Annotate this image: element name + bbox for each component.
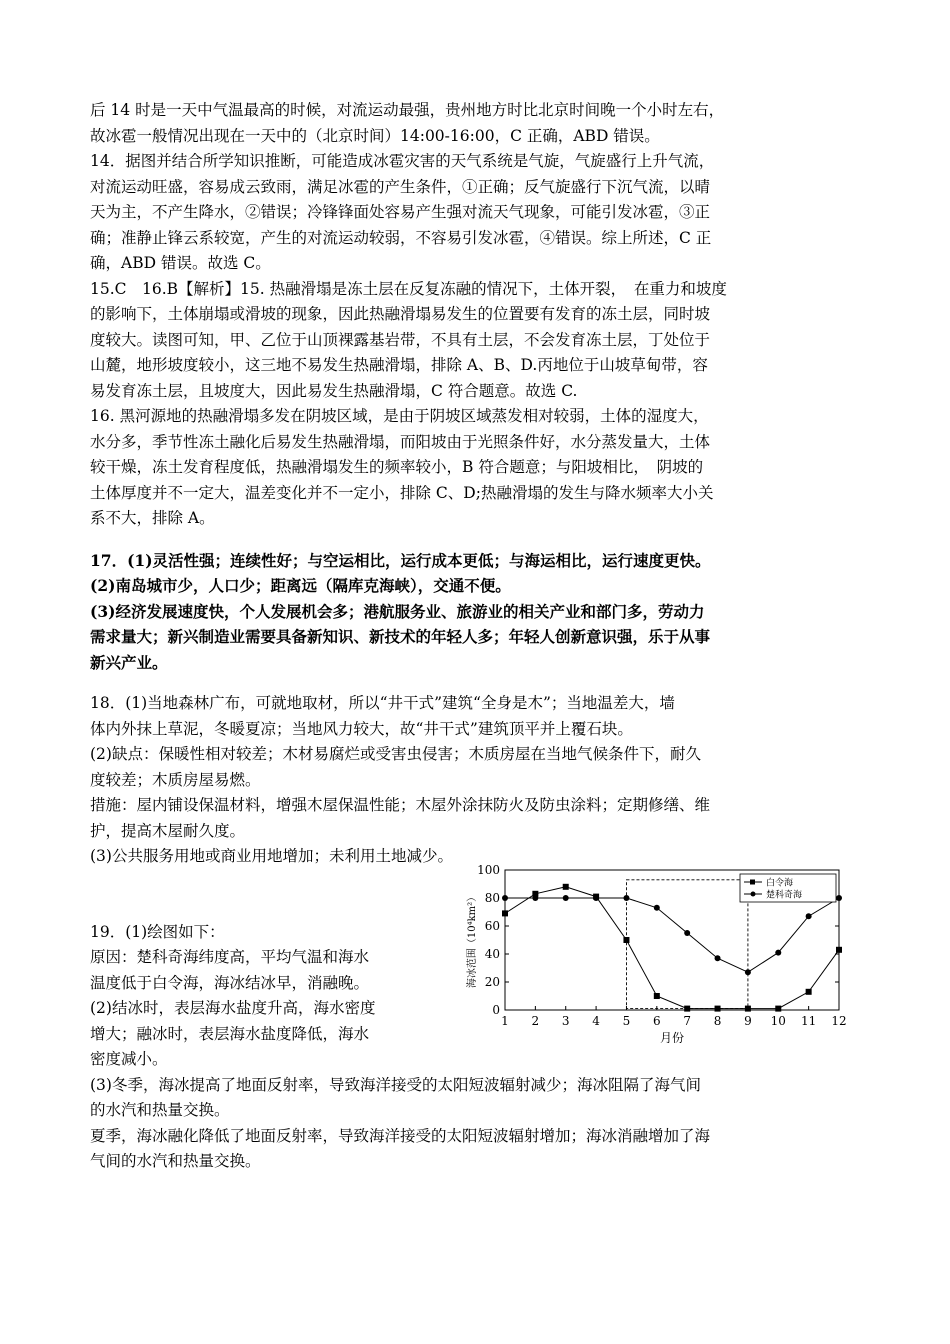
series-line-1 [505,898,839,972]
x-tick-label: 8 [713,1013,722,1028]
text-line: 14．据图并结合所学知识推断，可能造成冰雹灾害的天气系统是气旋，气旋盛行上升气流， [90,152,715,170]
text-line: 16. 黑河源地的热融滑塌多发在阴坡区域，是由于阴坡区域蒸发相对较弱，土体的湿度大， [90,407,709,425]
text-line: (2)结冰时，表层海水盐度升高，海水密度 [90,999,376,1017]
data-point-square [563,883,569,889]
data-point-circle [532,895,538,901]
data-point-square [684,1005,690,1011]
text-line: 对流运动旺盛，容易成云致雨，满足冰雹的产生条件，①正确；反气旋盛行下沉气流，以晴 [90,177,711,196]
text-line: 气间的水汽和热量交换。 [90,1152,261,1170]
data-point-circle [654,904,660,910]
bold-line: 新兴产业。 [90,652,168,672]
text-line: (3)冬季，海冰提高了地面反射率，导致海洋接受的太阳短波辐射减少；海冰阻隔了海气间 [90,1075,701,1094]
data-point-circle [745,969,751,975]
text-line: 原因：楚科奇海纬度高，平均气温和海水 [90,948,370,966]
y-tick-label: 60 [484,918,500,933]
data-point-circle [563,895,569,901]
data-point-square [745,1005,751,1011]
data-point-circle [806,913,812,919]
text-line: 确，ABD 错误。故选 C。 [90,254,271,272]
spacer [90,675,860,691]
text-line: 后 14 时是一天中气温最高的时候，对流运动最强，贵州地方时比北京时间晚一个小时左右， [90,101,725,119]
text-line: 措施：屋内铺设保温材料，增强木屋保温性能；木屋外涂抹防火及防虫涂料；定期修缮、维 [90,796,711,814]
x-tick-label: 10 [770,1013,786,1028]
text-line: 护，提高木屋耐久度。 [90,821,246,840]
x-tick-label: 4 [592,1013,600,1028]
x-axis-label: 月份 [659,1030,685,1045]
text-line: 温度低于白令海，海冰结冰早，消融晚。 [90,973,370,992]
y-tick-label: 0 [492,1002,500,1017]
x-tick-label: 3 [561,1013,570,1028]
data-point-circle [836,895,842,901]
y-tick-label: 80 [484,890,500,905]
text-line: 19．(1)绘图如下： [90,922,225,941]
data-point-square [775,1005,781,1011]
data-point-square [836,946,842,952]
text-line: 天为主，不产生降水，②错误；冷锋锋面处容易产生强对流天气现象，可能引发冰雹，③正 [90,203,711,221]
sea-ice-chart [457,862,857,1056]
series-line-0 [505,886,839,1008]
text-line: 故冰雹一般情况出现在一天中的（北京时间）14:00-16:00，C 正确，ABD 错误。 [90,126,660,145]
data-point-circle [623,895,629,901]
text-line: 体内外抹上草泥，冬暖夏凉；当地风力较大，故“井干式”建筑顶平并上覆石块。 [90,719,633,738]
data-point-square [623,937,629,943]
text-line: 度较差；木质房屋易燃。 [90,770,261,789]
data-point-square [654,993,660,999]
x-tick-label: 9 [744,1013,752,1028]
data-point-circle [775,949,781,955]
x-tick-label: 1 [501,1013,509,1028]
answer-page [90,98,860,1175]
y-tick-label: 20 [484,974,500,989]
text-line: 夏季，海冰融化降低了地面反射率，导致海洋接受的太阳短波辐射增加；海冰消融增加了海 [90,1126,711,1145]
text-line: 的水汽和热量交换。 [90,1101,230,1119]
text-line: 确；准静止锋云系较宽，产生的对流运动较弱，不容易引发冰雹，④错误。综上所述，C 正 [90,228,712,247]
text-line: 易发育冻土层，且坡度大，因此易发生热融滑塌，C 符合题意。故选 C. [90,381,578,400]
text-line: 18．(1)当地森林广布，可就地取材，所以“井干式”建筑“全身是木”；当地温差大，墙 [90,694,675,712]
y-axis-label: 海冰范围（10⁴km²） [467,891,478,988]
x-tick-label: 2 [531,1013,540,1028]
data-point-circle [593,895,599,901]
x-tick-label: 11 [800,1013,817,1028]
text-line: 山麓，地形坡度较小，这三地不易发生热融滑塌，排除 A、B、D.丙地位于山坡草甸带，容 [90,356,708,374]
bold-line: (3)经济发展速度快，个人发展机会多；港航服务业、旅游业的相关产业和部门多，劳动力 [90,601,705,621]
y-tick-label: 100 [477,862,500,877]
legend-marker-circle [751,891,756,896]
text-line: (3)公共服务用地或商业用地增加；未利用土地减少。 [90,847,453,865]
data-point-square [502,910,508,916]
legend-label: 楚科奇海 [766,890,803,900]
bold-line: (2)南岛城市少，人口少；距离远（隔库克海峡），交通不便。 [90,576,511,595]
text-line: 土体厚度并不一定大，温差变化并不一定小，排除 C、D;热融滑塌的发生与降水频率大小关 [90,483,714,502]
text-line: 的影响下，土体崩塌或滑坡的现象，因此热融滑塌易发生的位置要有发育的冻土层，同时坡 [90,305,711,323]
legend-marker-square [750,879,755,884]
q19-block [90,862,860,1073]
text-line: 水分多，季节性冻土融化后易发生热融滑塌，而阳坡由于光照条件好，水分蒸发量大，土体 [90,432,711,451]
y-tick-label: 40 [484,946,500,961]
highlight-box [626,879,747,1008]
x-tick-label: 5 [622,1013,631,1028]
legend-label: 白令海 [766,878,794,888]
data-point-circle [502,895,508,901]
text-line: (2)缺点：保暖性相对较差；木材易腐烂或受害虫侵害；木质房屋在当地气候条件下，耐久 [90,745,701,763]
text-line: 较干燥，冻土发育程度低，热融滑塌发生的频率较小，B 符合题意；与阳坡相比， 阴坡的 [90,458,704,476]
data-point-square [806,988,812,994]
spacer [90,532,860,548]
data-point-circle [684,930,690,936]
data-point-square [715,1005,721,1011]
q19-text [90,870,445,1073]
bold-line: 17．(1)灵活性强；连续性好；与空运相比，运行成本更低；与海运相比，运行速度更快。 [90,550,711,570]
text-line: 15.C 16.B【解析】15. 热融滑塌是冻土层在反复冻融的情况下，土体开裂， 在重力和坡度 [90,279,727,298]
text-line: 系不大，排除 A。 [90,509,215,527]
sea-ice-chart-svg [457,862,857,1052]
bold-line: 需求量大；新兴制造业需要具备新知识、新技术的年轻人多；年轻人创新意识强，乐于从事 [90,627,711,646]
text-line: 密度减小。 [90,1050,168,1068]
x-tick-label: 7 [683,1013,692,1028]
data-point-circle [715,955,721,961]
x-tick-label: 12 [831,1013,847,1028]
x-tick-label: 6 [652,1013,661,1028]
text-line: 增大；融冰时，表层海水盐度降低，海水 [90,1024,370,1043]
text-line: 度较大。读图可知，甲、乙位于山顶裸露基岩带，不具有土层，不会发育冻土层，丁处位于 [90,330,711,349]
